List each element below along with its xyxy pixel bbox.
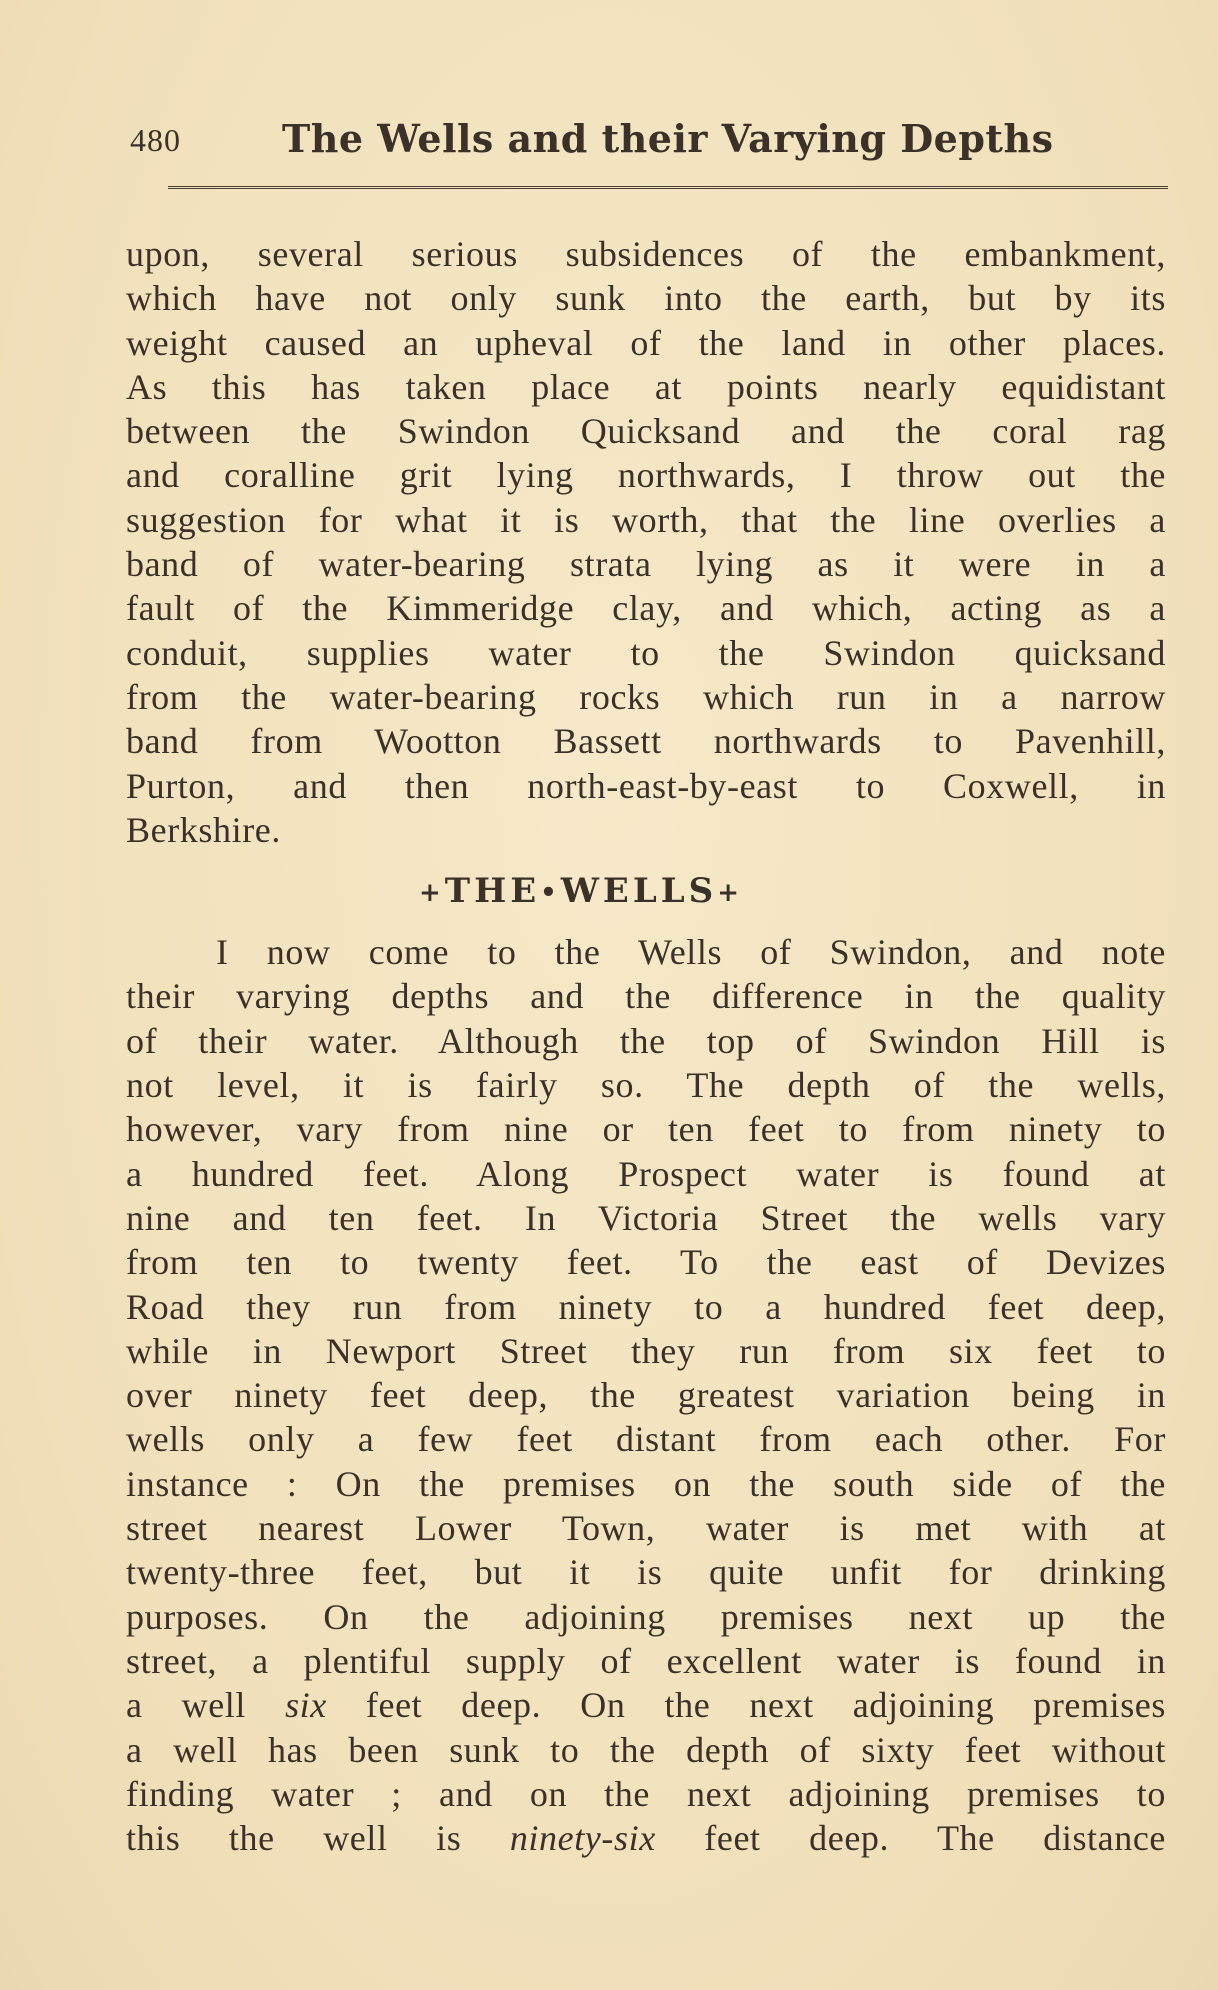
running-head — [130, 108, 1170, 168]
text-fragment: feet deep. The distance — [704, 1818, 1166, 1859]
text-line: of their water. Although the top of Swindon Hill is — [126, 1020, 1166, 1061]
text-line: from the water-bearing rocks which run in a narrow — [126, 676, 1166, 717]
body-text — [126, 232, 1166, 1860]
text-line: suggestion for what it is worth, that the line overlies a — [126, 499, 1166, 540]
text-line: weight caused an upheval of the land in other places. — [126, 322, 1166, 363]
text-line: Purton, and then north-east-by-east to Coxwell, in — [126, 765, 1166, 806]
text-line: a well has been sunk to the depth of sixty feet without — [126, 1729, 1166, 1770]
text-line: wells only a few feet distant from each other. For — [126, 1419, 1166, 1460]
text-line: band from Wootton Bassett northwards to Pavenhill, — [126, 721, 1166, 762]
text-line: and coralline grit lying northwards, I throw out the — [126, 455, 1166, 496]
text-line: which have not only sunk into the earth, but by its — [126, 278, 1166, 319]
text-line-with-italic — [126, 1816, 1166, 1860]
italic-word: six — [285, 1685, 327, 1726]
text-line: not level, it is fairly so. The depth of the wells, — [126, 1065, 1166, 1106]
text-line: upon, several serious subsidences of the embankment, — [126, 234, 1166, 274]
text-line: street nearest Lower Town, water is met with at — [126, 1508, 1166, 1549]
text-fragment: a well — [126, 1685, 247, 1726]
text-line: finding water ; and on the next adjoining premises to — [126, 1773, 1166, 1814]
text-line-with-italic — [126, 1683, 1166, 1727]
text-line: Berkshire. — [126, 809, 281, 850]
text-line: from ten to twenty feet. To the east of Devizes — [126, 1242, 1166, 1283]
text-line: between the Swindon Quicksand and the coral rag — [126, 411, 1166, 452]
text-fragment: feet deep. On the next adjoining premises — [365, 1685, 1166, 1726]
text-line: nine and ten feet. In Victoria Street the wells vary — [126, 1197, 1166, 1238]
text-fragment: this the well is — [126, 1818, 462, 1859]
text-line: Road they run from ninety to a hundred feet deep, — [126, 1286, 1166, 1327]
text-line: As this has taken place at points nearly equidistant — [126, 366, 1166, 407]
text-line: band of water-bearing strata lying as it were in a — [126, 544, 1166, 585]
header-rule — [168, 186, 1168, 189]
text-line: however, vary from nine or ten feet to from ninety to — [126, 1109, 1166, 1150]
text-line: purposes. On the adjoining premises next up the — [126, 1596, 1166, 1637]
ornament-left: + — [418, 878, 445, 909]
text-line: instance : On the premises on the south side of the — [126, 1463, 1166, 1504]
text-line: over ninety feet deep, the greatest variation being in — [126, 1375, 1166, 1416]
ornament-right: + — [717, 878, 744, 909]
section-heading — [126, 852, 1166, 930]
italic-word: ninety-six — [509, 1818, 656, 1859]
heading-separator: • — [540, 878, 561, 909]
text-line: conduit, supplies water to the Swindon quicksand — [126, 632, 1166, 673]
text-line: their varying depths and the difference in the quality — [126, 976, 1166, 1017]
text-line: twenty-three feet, but it is quite unfit for drinking — [126, 1552, 1166, 1593]
text-line: a hundred feet. Along Prospect water is found at — [126, 1153, 1166, 1194]
running-title: The Wells and their Varying Depths — [282, 116, 1054, 161]
text-line: fault of the Kimmeridge clay, and which, acting as a — [126, 588, 1166, 629]
heading-word-wells: WELLS — [560, 871, 718, 912]
heading-word-the: THE — [444, 871, 541, 912]
page-number: 480 — [130, 122, 181, 158]
text-line: while in Newport Street they run from six feet to — [126, 1330, 1166, 1371]
text-line: I now come to the Wells of Swindon, and note — [216, 932, 1166, 973]
text-line: street, a plentiful supply of excellent water is found in — [126, 1640, 1166, 1681]
